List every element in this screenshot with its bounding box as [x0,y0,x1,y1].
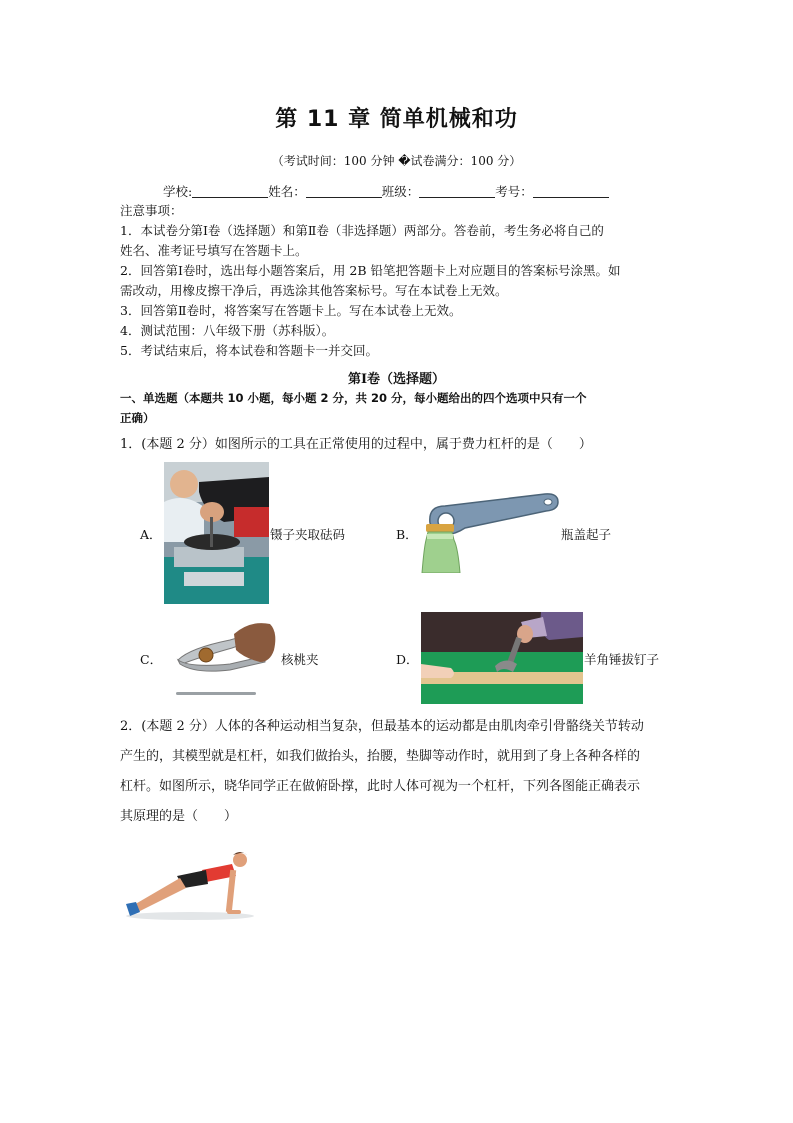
school-blank [192,185,268,198]
bottle-opener-image [420,488,560,573]
exam-info-subtitle: （考试时间：100 分钟 �试卷满分：100 分） [271,154,522,168]
class-label: 班级： [381,184,420,199]
notes-item: 1．本试卷分第Ⅰ卷（选择题）和第Ⅱ卷（非选择题）两部分。答卷前，考生务必将自己的 [120,223,604,238]
option-c-letter: C． [140,652,163,667]
question-1-stem: 1．(本题 2 分）如图所示的工具在正常使用的过程中，属于费力杠杆的是（ ） [120,437,592,452]
notes-heading: 注意事项： [120,203,183,218]
school-label: 学校: [163,184,193,199]
question-2-line: 杠杆。如图所示，晓华同学正在做俯卧撑，此时人体可视为一个杠杆，下列各图能正确表示 [120,779,641,794]
option-b-letter: B． [396,527,418,542]
notes-item: 3．回答第Ⅱ卷时，将答案写在答题卡上。写在本试卷上无效。 [120,303,462,318]
section-heading [120,388,675,428]
notes-item: 2．回答第Ⅰ卷时，选出每小题答案后，用 2B 铅笔把答题卡上对应题目的答案标号涂黑。如 [120,263,621,278]
notes-item: 姓名、准考证号填写在答题卡上。 [120,243,308,258]
name-label: 姓名： [268,184,306,199]
tweezers-photo [164,462,269,604]
section-heading-line: 一、单选题（本题共 10 小题，每小题 2 分，共 20 分，每小题给出的四个选项中只有一个 [120,391,587,405]
question-2-line: 产生的，其模型就是杠杆，如我们做抬头，抬腰，垫脚等动作时，就用到了身上各种各样的 [120,749,641,764]
pushup-illustration [122,848,257,923]
notes-section [120,201,675,361]
notes-item: 需改动，用橡皮擦干净后，再选涂其他答案标号。写在本试卷上无效。 [120,283,508,298]
id-label: 考号： [495,184,533,199]
question-2-line: 其原理的是（ ） [120,809,238,824]
name-blank [306,185,382,198]
section-title: 第Ⅰ卷（选择题） [347,372,446,387]
page-title: 第 11 章 简单机械和功 [275,107,518,132]
question-2-stem [120,712,675,832]
option-d-caption: 羊角锤拔钉子 [584,652,660,667]
claw-hammer-photo [421,612,583,704]
question-2-line: 2．(本题 2 分）人体的各种运动相当复杂，但最基本的运动都是由肌肉牵引骨骼绕关节转动 [120,719,644,734]
nutcracker-image [170,612,280,700]
option-a-letter: A． [140,527,162,542]
option-b-caption: 瓶盖起子 [561,527,612,542]
id-blank [533,185,609,198]
option-a-caption: 镊子夹取砝码 [270,527,346,542]
option-d-letter: D． [396,652,419,667]
student-info-line [163,182,609,200]
notes-item: 5．考试结束后，将本试卷和答题卡一并交回。 [120,343,378,358]
notes-item: 4．测试范围：八年级下册（苏科版）。 [120,323,335,338]
section-heading-line: 正确） [120,411,155,425]
option-c-caption: 核桃夹 [281,652,319,667]
class-blank [419,185,495,198]
